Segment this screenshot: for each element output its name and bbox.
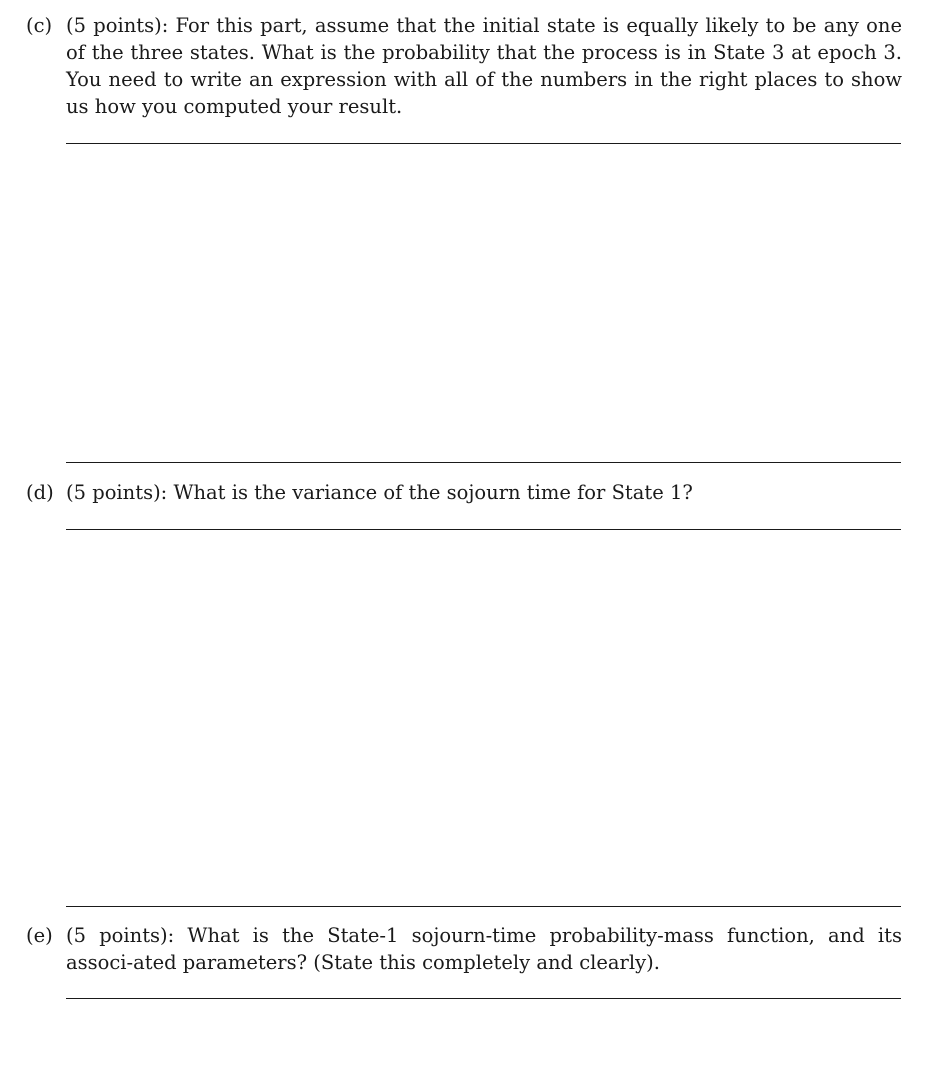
question-c-label: (c) [26,14,53,37]
question-c [26,12,902,120]
answer-box-c-bottom-rule [66,462,901,463]
answer-box-e-top-rule [66,998,901,999]
question-d-text: (5 points): What is the variance of the sojourn time for State 1? [66,481,693,504]
answer-box-d-bottom-rule [66,906,901,907]
question-e-text: (5 points): What is the State-1 sojourn-time probability-mass function, and its associ-ated parameters? (State this completely and clearly). [66,924,902,974]
question-e-label: (e) [26,924,53,947]
answer-box-d-top-rule [66,529,901,530]
question-e [26,922,902,976]
question-d-label: (d) [26,481,54,504]
answer-box-c-top-rule [66,143,901,144]
question-d [26,479,902,506]
question-c-text: (5 points): For this part, assume that the initial state is equally likely to be any one of the three states. What is the probability that the process is in State 3 at epoch 3. You need to write an expression with all of the numbers in the right places to show us how you computed your result. [66,14,902,118]
